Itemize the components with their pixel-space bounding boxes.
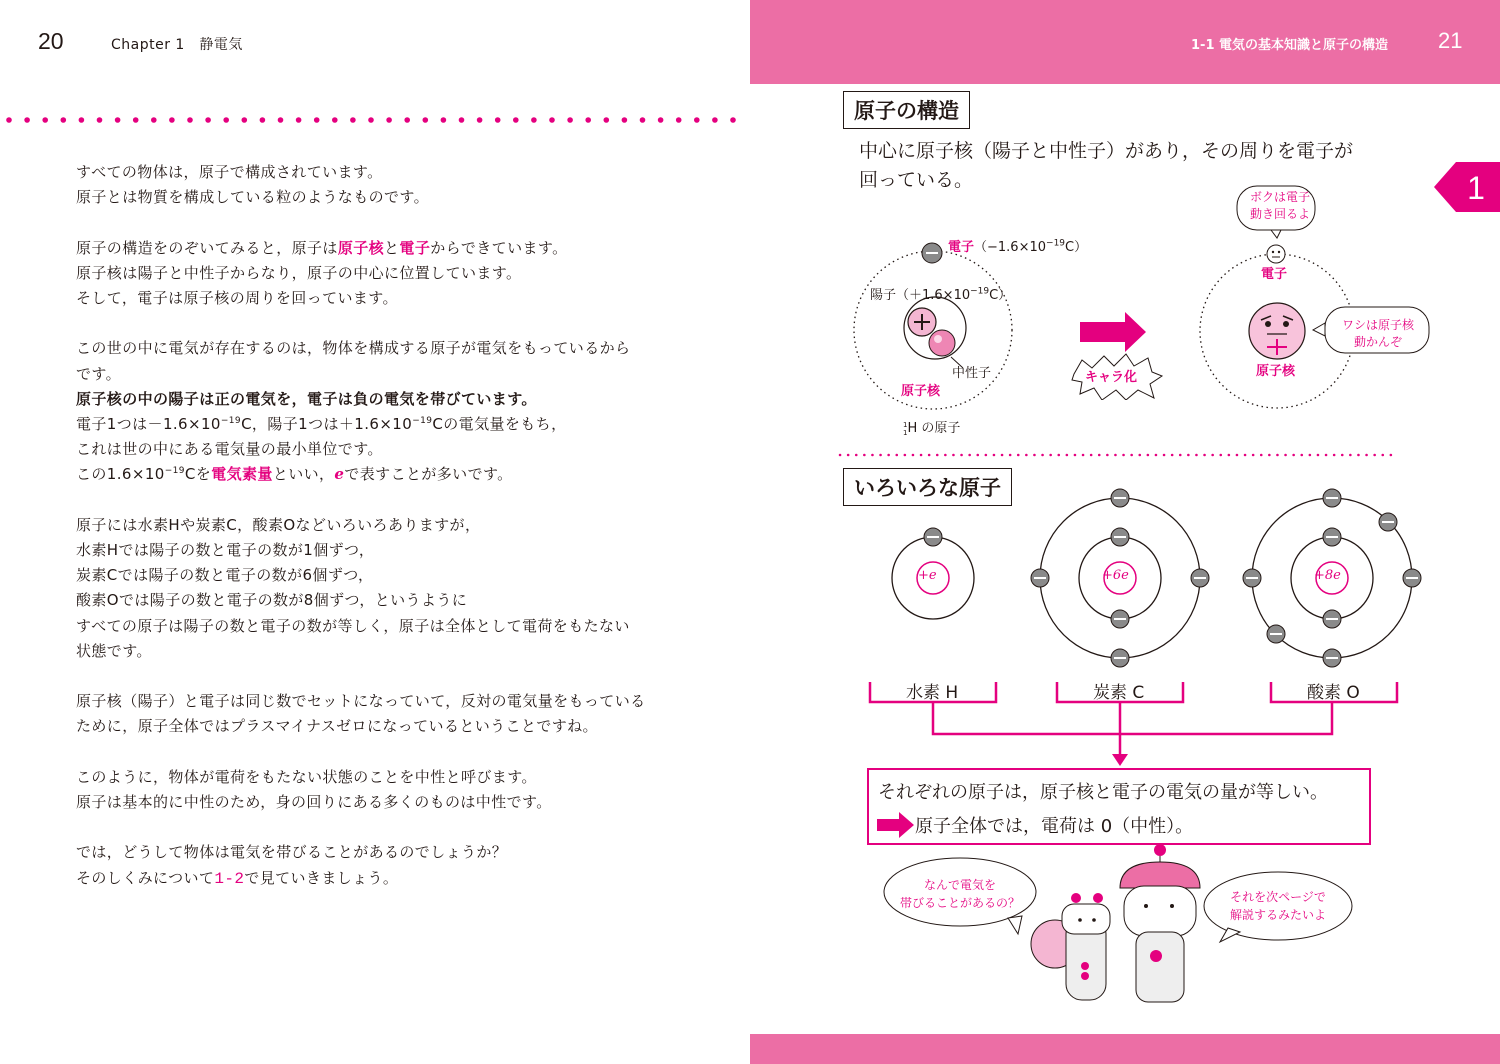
bubble-line: 動き回るよ	[1249, 207, 1310, 221]
text-line: 原子は基本的に中性のため，身の回りにある多くのものは中性です。	[76, 793, 552, 811]
body-text	[76, 160, 686, 917]
page-number-right: 21	[1438, 28, 1463, 53]
lead-line: 回っている。	[859, 169, 974, 191]
symbol-e: e	[334, 465, 345, 484]
exponent: −19	[412, 416, 433, 426]
text-line: 原子核（陽子）と電子は同じ数でセットになっていて，反対の電気量をもっている	[76, 692, 646, 711]
question-speech-bubble	[883, 876, 1037, 912]
paragraph-7	[76, 840, 686, 891]
conclusion-line-1: それぞれの原子は，原子核と電子の電気の量が等しい。	[878, 782, 1328, 803]
divider-dot	[314, 117, 320, 123]
unit: C）	[989, 288, 1012, 303]
hydrogen-name: 水素 H	[906, 683, 959, 703]
text-run: で見ていきましょう。	[244, 868, 399, 887]
divider-dot	[513, 117, 519, 123]
divider-dot	[151, 117, 157, 123]
dotted-divider-left	[0, 115, 750, 125]
divider-dot	[604, 117, 610, 123]
divider-dot	[712, 117, 718, 123]
divider-dot	[549, 117, 555, 123]
exponent: −19	[164, 466, 185, 477]
divider-dot	[585, 117, 591, 123]
oxygen-nucleus-charge: +8e	[1314, 568, 1341, 583]
electron-charge: （−1.6×10	[974, 240, 1047, 255]
oxygen-name: 酸素 O	[1307, 683, 1360, 703]
text-run: Cの電気量をもち，	[432, 415, 567, 433]
conclusion-box	[867, 768, 1371, 845]
paragraph-3	[76, 336, 686, 487]
divider-dot	[205, 117, 211, 123]
chara-nucleus-label: 原子核	[1256, 364, 1296, 379]
divider-dot	[694, 117, 700, 123]
electron-name: 電子	[948, 240, 975, 255]
text-line: です。	[76, 364, 122, 383]
chara-electron-label: 電子	[1261, 267, 1288, 282]
text-run: で表すことが多いです。	[344, 465, 513, 484]
squirrel-character	[1031, 893, 1110, 1000]
text-line: 水素Hでは陽子の数と電子の数が1個ずつ，	[76, 541, 375, 559]
hydrogen-atom-caption	[903, 417, 960, 437]
divider-dot	[169, 117, 175, 123]
divider-dot	[79, 117, 85, 123]
bubble-line: なんで電気を	[923, 878, 996, 892]
paragraph-4	[76, 513, 686, 664]
hydrogen-nucleus-charge: +e	[918, 568, 937, 583]
electron-label	[948, 236, 1087, 255]
exponent: −19	[970, 286, 990, 297]
text-run: この1.6×10	[76, 465, 165, 484]
text-line: 酸素Oでは陽子の数と電子の数が8個ずつ，というように	[76, 591, 468, 610]
text-line: ために，原子全体ではプラスマイナスゼロになっているということですね。	[76, 717, 598, 736]
right-page	[750, 0, 1500, 1064]
chara-label: キャラ化	[1085, 370, 1138, 385]
divider-dot	[676, 117, 682, 123]
divider-dot	[24, 117, 30, 123]
text-run: C，陽子1つは＋1.6×10	[241, 415, 413, 433]
divider-dot	[658, 117, 664, 123]
text-line: 原子とは物質を構成している粒のようなものです。	[76, 188, 430, 207]
divider-dot	[223, 117, 229, 123]
divider-dot	[495, 117, 501, 123]
text-run: 電子1つは－1.6×10	[76, 415, 221, 433]
caption-text: H の原子	[907, 421, 961, 436]
divider-dot	[115, 117, 121, 123]
down-arrow-icon	[1110, 734, 1130, 768]
bubble-line: ボクは電子	[1249, 190, 1310, 204]
carbon-nucleus-charge: +6e	[1102, 568, 1129, 583]
text-line: すべての物体は，原子で構成されています。	[76, 163, 383, 181]
mass-number: 1	[903, 420, 908, 429]
divider-dot	[42, 117, 48, 123]
text-run: そのしくみについて	[76, 868, 215, 887]
bubble-line: 帯びることがあるの？	[899, 896, 1020, 910]
divider-dot	[531, 117, 537, 123]
chapter-tab-number: 1	[1467, 170, 1485, 206]
text-run: 原子の構造をのぞいてみると，原子は	[76, 238, 338, 257]
divider-dot	[441, 117, 447, 123]
nucleus-speech-bubble	[1328, 317, 1428, 351]
divider-dot	[459, 117, 465, 123]
text-line: では，どうして物体は電気を帯びることがあるのでしょうか？	[76, 843, 508, 862]
electron-speech-bubble	[1242, 189, 1318, 223]
paragraph-5	[76, 689, 686, 739]
nucleus-label: 原子核	[901, 384, 941, 399]
text-run: Cを	[184, 465, 212, 484]
atomic-number: 1	[903, 428, 908, 437]
text-line: 炭素Cでは陽子の数と電子の数が6個ずつ，	[76, 566, 374, 585]
text-line: 状態です。	[76, 641, 152, 660]
section-title-atom-structure: 原子の構造	[843, 91, 970, 129]
text-run: と	[384, 238, 400, 257]
divider-dot	[730, 117, 736, 123]
text-line: このように，物体が電荷をもたない状態のことを中性と呼びます。	[76, 767, 537, 786]
divider-dot	[622, 117, 628, 123]
text-line: 原子核は陽子と中性子からなり，原子の中心に位置しています。	[76, 263, 522, 282]
text-line: 原子には水素Hや炭素C，酸素Oなどいろいろありますが，	[76, 515, 481, 534]
text-line: この世の中に電気が存在するのは，物体を構成する原子が電気をもっているから	[76, 339, 631, 358]
bubble-line: 解説するみたいよ	[1229, 908, 1326, 922]
paragraph-6	[76, 765, 686, 815]
text-run: といい，	[272, 465, 335, 484]
proton-charge: 陽子（＋1.6×10	[870, 288, 971, 303]
carbon-name: 炭素 C	[1093, 683, 1145, 703]
divider-dot	[6, 117, 12, 123]
conclusion-line-2: 原子全体では，電荷は 0（中性）。	[915, 816, 1194, 837]
term-nucleus: 原子核	[337, 238, 385, 257]
lead-line: 中心に原子核（陽子と中性子）があり，その周りを電子が	[859, 140, 1354, 162]
exponent: −19	[1046, 238, 1066, 249]
text-line	[76, 462, 686, 487]
right-arrow-icon	[877, 812, 915, 838]
bubble-line: ワシは原子核	[1341, 318, 1414, 332]
text-line: すべての原子は陽子の数と電子の数が等しく，原子は全体として電荷をもたない	[76, 616, 630, 635]
text-line	[76, 412, 686, 437]
divider-dot	[187, 117, 193, 123]
mushroom-character	[1120, 844, 1200, 1002]
divider-dot	[567, 117, 573, 123]
text-line	[76, 236, 686, 261]
page-number-left: 20	[38, 28, 64, 54]
exponent: −19	[220, 416, 242, 426]
proton-label	[870, 284, 1011, 303]
footer-band	[750, 1034, 1500, 1064]
divider-dot	[133, 117, 139, 123]
divider-dot	[332, 117, 338, 123]
term-electron: 電子	[399, 238, 431, 257]
paragraph-2	[76, 236, 686, 312]
divider-dot	[368, 117, 374, 123]
divider-dot	[350, 117, 356, 123]
term-elementary-charge: 電気素量	[211, 465, 273, 484]
dotted-divider-right	[838, 452, 1398, 458]
text-line	[76, 866, 686, 892]
unit: C）	[1065, 240, 1088, 255]
chapter-tab[interactable]	[1434, 162, 1500, 212]
text-line: そして，電子は原子核の周りを回っています。	[76, 289, 398, 307]
character-arrow	[1070, 310, 1170, 400]
divider-dot	[242, 117, 248, 123]
divider-dot	[296, 117, 302, 123]
divider-dot	[260, 117, 266, 123]
chapter-header: Chapter 1 静電気	[111, 37, 243, 53]
electron-icon	[924, 528, 942, 546]
section-title-various-atoms: いろいろな原子	[843, 468, 1012, 506]
bubble-line: 動かんぞ	[1353, 335, 1402, 349]
divider-dot	[278, 117, 284, 123]
section-header-title: 1-1 電気の基本知識と原子の構造	[1191, 38, 1389, 53]
answer-speech-bubble	[1205, 888, 1351, 924]
text-line: これは世の中にある電気量の最小単位です。	[76, 440, 383, 459]
divider-dot	[386, 117, 392, 123]
bold-statement: 原子核の中の陽子は正の電気を，電子は負の電気を帯びています。	[76, 389, 537, 408]
neutron-label: 中性子	[952, 366, 992, 381]
divider-dot	[97, 117, 103, 123]
divider-dot	[640, 117, 646, 123]
section-reference-link[interactable]: 1-2	[214, 869, 245, 888]
characters-illustration	[880, 836, 1360, 1012]
text-run: からできています。	[430, 238, 568, 257]
bubble-line: それを次ページで	[1230, 890, 1326, 904]
divider-dot	[61, 117, 67, 123]
divider-dot	[477, 117, 483, 123]
paragraph-1	[76, 160, 686, 210]
divider-dot	[423, 117, 429, 123]
divider-dot	[404, 117, 410, 123]
